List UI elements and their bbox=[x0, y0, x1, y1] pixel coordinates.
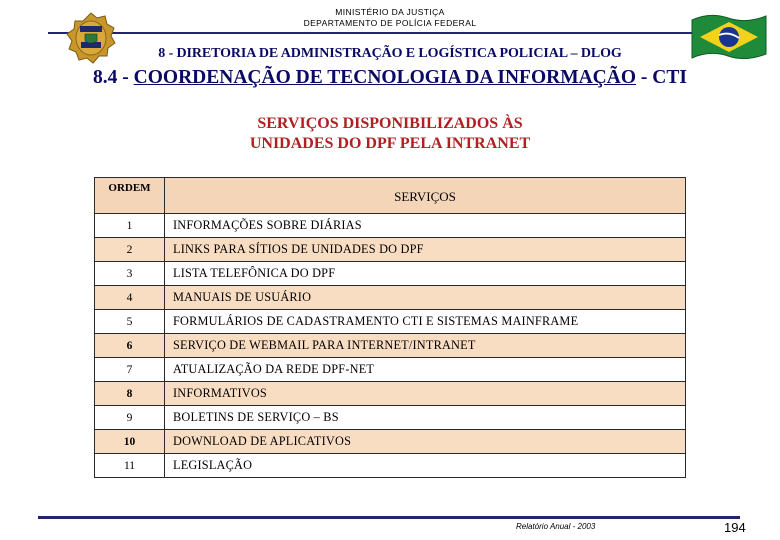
row-number: 5 bbox=[95, 310, 165, 334]
table-row bbox=[95, 358, 686, 382]
table-row bbox=[95, 430, 686, 454]
column-header-order: ORDEM bbox=[95, 178, 165, 214]
row-service: MANUAIS DE USUÁRIO bbox=[165, 286, 686, 310]
ministry-name: MINISTÉRIO DA JUSTIÇA bbox=[335, 7, 445, 17]
coordination-name: COORDENAÇÃO DE TECNOLOGIA DA INFORMAÇÃO bbox=[133, 67, 637, 88]
coordination-title bbox=[60, 67, 720, 89]
row-service: LEGISLAÇÃO bbox=[165, 454, 686, 478]
row-service: LINKS PARA SÍTIOS DE UNIDADES DO DPF bbox=[165, 238, 686, 262]
row-service: LISTA TELEFÔNICA DO DPF bbox=[165, 262, 686, 286]
table-row bbox=[95, 238, 686, 262]
row-service: INFORMAÇÕES SOBRE DIÁRIAS bbox=[165, 214, 686, 238]
table-row bbox=[95, 214, 686, 238]
table-row bbox=[95, 382, 686, 406]
row-service: DOWNLOAD DE APLICATIVOS bbox=[165, 430, 686, 454]
row-number: 10 bbox=[95, 430, 165, 454]
row-number: 8 bbox=[95, 382, 165, 406]
table-row bbox=[95, 286, 686, 310]
table-row bbox=[95, 310, 686, 334]
brazil-flag-icon bbox=[688, 10, 770, 66]
table-header-row bbox=[95, 178, 686, 214]
row-number: 7 bbox=[95, 358, 165, 382]
row-number: 9 bbox=[95, 406, 165, 430]
services-table bbox=[94, 177, 686, 478]
row-number: 1 bbox=[95, 214, 165, 238]
row-number: 6 bbox=[95, 334, 165, 358]
services-title bbox=[170, 114, 610, 154]
footer-rule bbox=[38, 516, 740, 519]
ministry-header bbox=[200, 7, 580, 29]
row-number: 4 bbox=[95, 286, 165, 310]
department-name: DEPARTAMENTO DE POLÍCIA FEDERAL bbox=[303, 18, 477, 28]
row-number: 2 bbox=[95, 238, 165, 262]
row-service: BOLETINS DE SERVIÇO – BS bbox=[165, 406, 686, 430]
services-title-line2: UNIDADES DO DPF PELA INTRANET bbox=[249, 135, 531, 152]
column-header-services: SERVIÇOS bbox=[165, 178, 686, 214]
coordination-suffix: - CTI bbox=[636, 67, 687, 88]
directorate-title: 8 - DIRETORIA DE ADMINISTRAÇÃO E LOGÍSTICA POLICIAL – DLOG bbox=[158, 46, 622, 61]
row-service: ATUALIZAÇÃO DA REDE DPF-NET bbox=[165, 358, 686, 382]
report-caption: Relatório Anual - 2003 bbox=[516, 522, 596, 531]
header-rule bbox=[48, 32, 732, 34]
coordination-prefix: 8.4 - bbox=[93, 67, 134, 88]
row-service: FORMULÁRIOS DE CADASTRAMENTO CTI E SISTEMAS MAINFRAME bbox=[165, 310, 686, 334]
page-number: 194 bbox=[724, 520, 746, 535]
row-service: INFORMATIVOS bbox=[165, 382, 686, 406]
table-row bbox=[95, 262, 686, 286]
table-row bbox=[95, 334, 686, 358]
row-service: SERVIÇO DE WEBMAIL PARA INTERNET/INTRANET bbox=[165, 334, 686, 358]
table-row bbox=[95, 454, 686, 478]
row-number: 3 bbox=[95, 262, 165, 286]
row-number: 11 bbox=[95, 454, 165, 478]
services-title-line1: SERVIÇOS DISPONIBILIZADOS ÀS bbox=[257, 115, 523, 132]
table-row bbox=[95, 406, 686, 430]
